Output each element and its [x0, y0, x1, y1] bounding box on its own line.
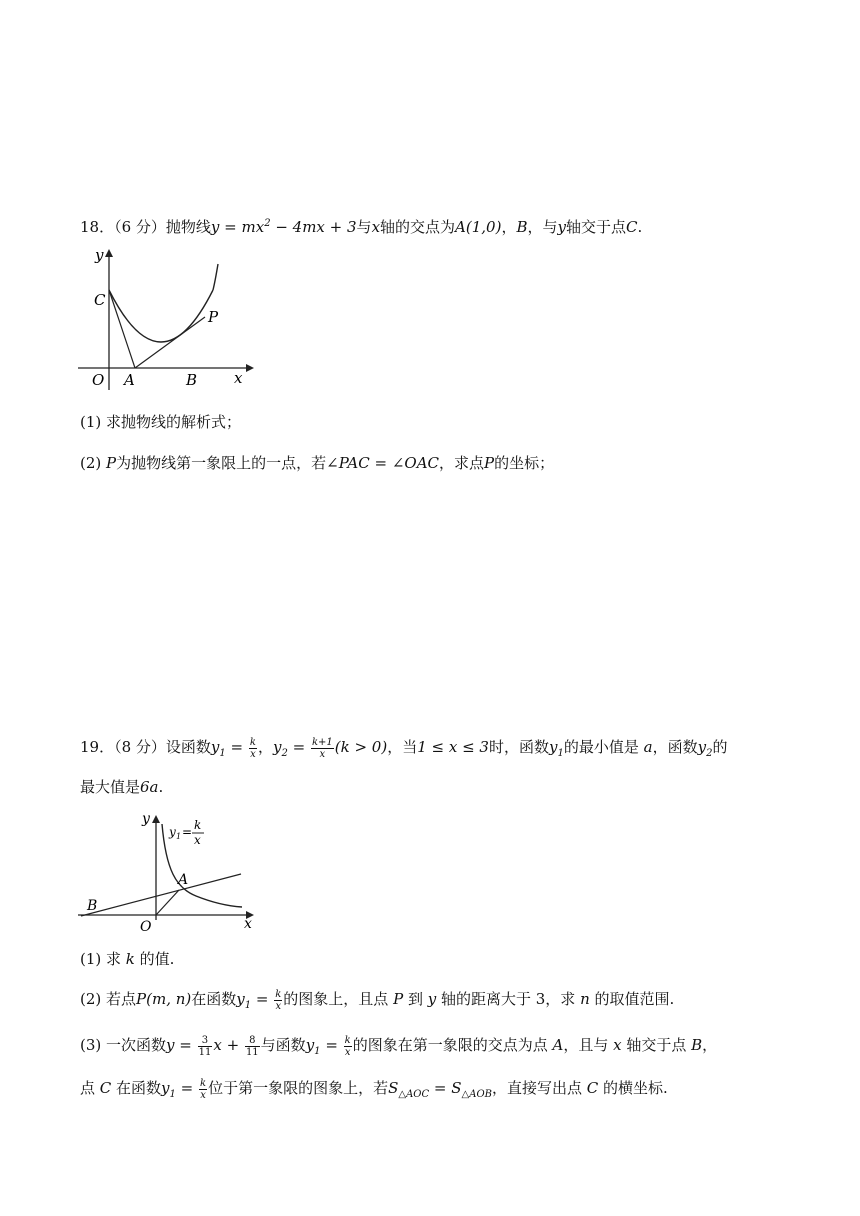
q19-frac-3-11: $\frac{3}{11}$: [198, 1034, 212, 1058]
q19-text: 轴的距离大于 3，求: [436, 990, 581, 1008]
q19-y1: $y_1$: [549, 738, 564, 759]
q19-y1-def: $y_1$ =: [236, 990, 274, 1011]
q19-text: 的图象在第一象限的交点为点: [352, 1036, 553, 1054]
q19-text: (3) 一次函数: [80, 1036, 167, 1054]
q19-frac-k-x: $\frac{k}{x}$: [344, 1034, 351, 1058]
q18-label-x: x: [234, 369, 243, 387]
q18-angle-condition: ∠PAC = ∠OAC: [326, 454, 439, 472]
q18-text: ，与: [527, 218, 558, 236]
q19-var-y: y: [427, 990, 437, 1008]
q19-label-a: A: [178, 872, 189, 888]
q19-text: 在函数: [111, 1079, 162, 1097]
q19-text: 时，函数: [488, 738, 549, 756]
q19-func-sub: 1: [176, 832, 182, 841]
q19-frac-8-11: $\frac{8}{11}$: [245, 1034, 259, 1058]
q19-text: 的横坐标.: [598, 1079, 668, 1097]
q19-stem-line1: [80, 736, 727, 765]
q19-text: 点: [80, 1079, 100, 1097]
q19-linear-x: x +: [213, 1036, 244, 1054]
q19-var-x: x: [613, 1036, 622, 1054]
q18-part2: [80, 452, 554, 474]
q19-text: .: [158, 778, 164, 796]
q18-number: 18．: [80, 218, 115, 236]
q19-text: 位于第一象限的图象上，若: [208, 1079, 389, 1097]
q19-y1-def: $y_1$ =: [210, 738, 248, 759]
q19-func-y: y: [169, 825, 176, 839]
q19-y1-def: $y_1$ =: [305, 1036, 343, 1057]
q19-area-condition: $S_{\triangle AOC} = S_{\triangle AOB}$: [388, 1079, 492, 1100]
q19-figure: [76, 808, 262, 936]
q18-text: 轴交于点: [566, 218, 627, 236]
q19-text: ，: [702, 1036, 718, 1054]
q19-text: 的值.: [134, 950, 175, 968]
q18-point-c: C: [626, 218, 638, 236]
q19-text: 最大值是: [80, 778, 141, 796]
q18-segment-ap: [135, 317, 205, 368]
q19-frac-k-x: $\frac{k}{x}$: [200, 1077, 207, 1101]
q19-text: (2) 若点: [80, 990, 137, 1008]
q18-segment-ca: [109, 290, 135, 368]
q19-text: 的图象上，且点: [283, 990, 394, 1008]
q19-part3-line1: [80, 1034, 717, 1063]
q18-point-p: P: [484, 454, 495, 472]
q18-stem: [80, 213, 642, 238]
q18-point-a: A(1,0): [455, 218, 502, 236]
q19-part3-line2: [80, 1077, 668, 1106]
q19-score: （8 分）: [114, 738, 166, 756]
q19-label-x: x: [244, 916, 252, 932]
q18-y-arrow: [105, 249, 113, 257]
q18-equation: $y = mx^2 - 4mx + 3$: [210, 218, 357, 236]
q19-linear-y: y =: [166, 1036, 197, 1054]
q19-point-c: C: [99, 1079, 112, 1097]
q19-max-value: 6a: [140, 778, 159, 796]
q18-var: y: [557, 218, 566, 236]
q19-point-c: C: [586, 1079, 599, 1097]
q19-y2: $y_2$: [697, 738, 713, 759]
q19-part2: [80, 988, 674, 1017]
q19-point-p: P: [393, 990, 404, 1008]
q19-frac-k1-x: $\frac{k+1}{x}$: [311, 736, 333, 760]
q19-text: 到: [403, 990, 428, 1008]
q18-parabola: [109, 290, 213, 342]
q19-label-b: B: [87, 898, 98, 914]
q19-point-p: P(m, n): [136, 990, 192, 1008]
q19-point-a: A: [552, 1036, 564, 1054]
q19-label-y: y: [142, 811, 150, 827]
q19-frac-k-x: $\frac{k}{x}$: [249, 736, 256, 760]
q18-text: 与: [356, 218, 372, 236]
q19-stem-line2: [80, 776, 163, 798]
q18-point-b: B: [516, 218, 528, 236]
q19-text: (1) 求: [80, 950, 126, 968]
q19-text: 的: [712, 738, 728, 756]
q18-text: 为抛物线第一象限上的一点，若: [116, 454, 327, 472]
q19-text: 设函数: [165, 738, 211, 756]
q19-text: 的最小值是: [563, 738, 644, 756]
q19-range: 1 ≤ x ≤ 3: [417, 738, 489, 756]
q19-func-k: k: [194, 818, 202, 832]
q19-var-a: a: [643, 738, 653, 756]
q19-text: 与函数: [260, 1036, 306, 1054]
q19-text: ，函数: [652, 738, 698, 756]
q18-label-b: B: [186, 371, 198, 389]
q18-label-p: P: [208, 308, 219, 326]
q18-part1: (1) 求抛物线的解析式；: [80, 413, 242, 431]
q18-point-p: P: [106, 454, 117, 472]
q19-var-n: n: [580, 990, 590, 1008]
q19-text: ，直接写出点: [492, 1079, 587, 1097]
q19-func-eq: =: [182, 825, 193, 839]
q18-text: 抛物线: [165, 218, 211, 236]
q19-point-b: B: [691, 1036, 703, 1054]
q19-text: ，: [257, 738, 273, 756]
q19-text: ，且与: [563, 1036, 614, 1054]
q18-label-a: A: [124, 371, 135, 389]
q18-text: 轴的交点为: [380, 218, 456, 236]
q18-text: .: [637, 218, 643, 236]
q19-label-o: O: [140, 919, 152, 935]
q19-text: ，当: [387, 738, 418, 756]
q18-x-arrow: [246, 364, 254, 372]
q19-number: 19．: [80, 738, 115, 756]
q18-var: x: [371, 218, 381, 236]
q19-frac-k-x: $\frac{k}{x}$: [275, 988, 282, 1012]
q19-y1-def: $y_1$ =: [161, 1079, 199, 1100]
q18-text: ，求点: [439, 454, 485, 472]
q19-text: 的取值范围.: [589, 990, 675, 1008]
q18-label-y: y: [95, 246, 104, 264]
q19-text: 在函数: [191, 990, 237, 1008]
q18-part2-num: (2): [80, 454, 107, 472]
q18-label-o: O: [92, 371, 105, 389]
q18-text: ，: [501, 218, 517, 236]
q18-parabola-ext: [213, 264, 218, 290]
q19-text: 轴交于点: [621, 1036, 692, 1054]
q18-text: 的坐标；: [494, 454, 555, 472]
q19-y2-def: $y_2$ =: [272, 738, 310, 759]
q19-part1: [80, 948, 174, 970]
q19-y-arrow: [152, 815, 160, 823]
q19-condition: (k > 0): [334, 738, 388, 756]
q19-var-k: k: [125, 950, 135, 968]
q18-label-c: C: [94, 291, 106, 309]
q18-figure: [76, 246, 256, 394]
q18-score: （6 分）: [114, 218, 166, 236]
q19-func-x: x: [194, 833, 201, 847]
